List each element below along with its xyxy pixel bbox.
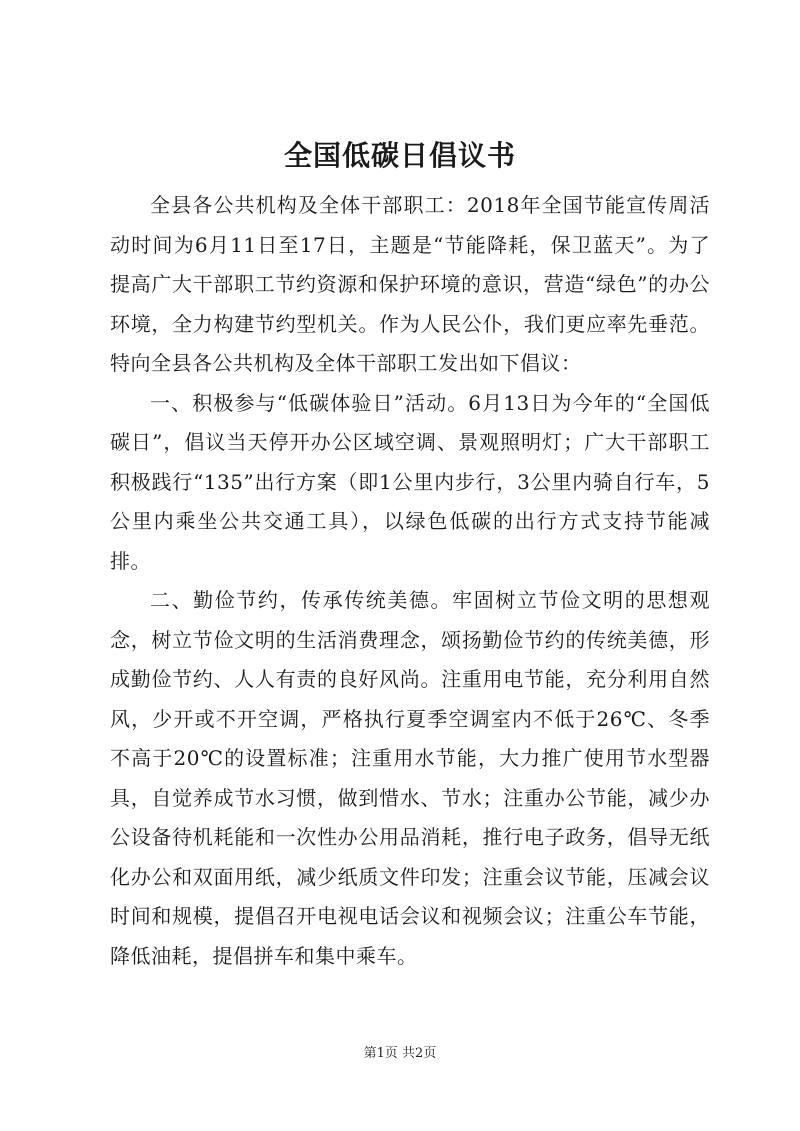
document-title: 全国低碳日倡议书 [283,139,516,172]
paragraph-item-1: 一、积极参与“低碳体验日”活动。6月13日为今年的“全国低碳日”，倡议当天停开办公区域空调、景观照明灯；广大干部职工积极践行“135”出行方案（即1公里内步行，3公里内骑自行车，5公里内乘坐公共交通工具），以绿色低碳的出行方式支持节能减排。 [110,390,710,573]
paragraph-intro: 全县各公共机构及全体干部职工：2018年全国节能宣传周活动时间为6月11日至17日，主题是“节能降耗，保卫蓝天”。为了提高广大干部职工节约资源和保护环境的意识，营造“绿色”的办公环境，全力构建节约型机关。作为人民公仆，我们更应率先垂范。特向全县各公共机构及全体干部职工发出如下倡议： [110,193,710,375]
paragraph-item-2: 二、勤俭节约，传承传统美德。牢固树立节俭文明的思想观念，树立节俭文明的生活消费理念，颂扬勤俭节约的传统美德，形成勤俭节约、人人有责的良好风尚。注重用电节能，充分利用自然风，少开或不开空调，严格执行夏季空调室内不低于26℃、冬季不高于20℃的设置标准；注重用水节能，大力推广使用节水型器具，自觉养成节水习惯，做到惜水、节水；注重办公节能，减少办公设备待机耗能和一次性办公用品消耗，推行电子政务，倡导无纸化办公和双面用纸，减少纸质文件印发；注重会议节能，压减会议时间和规模，提倡召开电视电话会议和视频会议；注重公车节能，降低油耗，提倡拼车和集中乘车。 [110,588,710,968]
page-footer: 第1页 共2页 [363,1046,437,1061]
document-body [110,186,710,976]
